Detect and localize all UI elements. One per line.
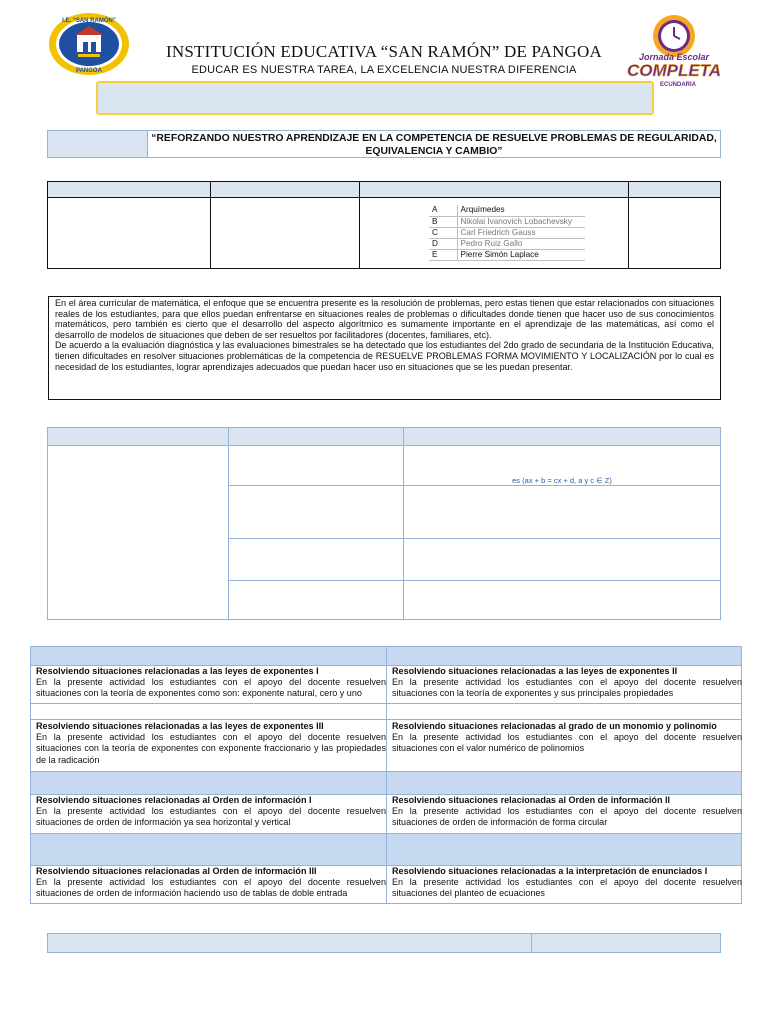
competency-row-line	[228, 485, 720, 486]
session-cell	[392, 666, 742, 700]
institution-motto: EDUCAR ES NUESTRA TAREA, LA EXCELENCIA NUESTRA DIFERENCIA	[191, 64, 577, 76]
session-body: En la presente actividad los estudiantes con el apoyo del docente resuelven situaciones del planteo de ecuaciones	[392, 877, 742, 899]
session-title: Resolviendo situaciones relacionadas a las leyes de exponentes II	[392, 666, 678, 676]
session-title-box	[47, 130, 721, 158]
session-cell	[392, 795, 742, 829]
header-highlight-bar	[96, 81, 654, 115]
session-cell	[36, 795, 386, 829]
session-body: En la presente actividad los estudiantes con el apoyo del docente resuelven situaciones de orden de información de forma circular	[392, 806, 742, 828]
session-cell	[36, 721, 386, 766]
session-cell	[36, 666, 386, 700]
session-cell	[392, 866, 742, 900]
competency-row-line	[228, 580, 720, 581]
option-row	[429, 216, 585, 227]
option-row	[429, 205, 585, 216]
session-cell	[392, 721, 742, 755]
competency-table-header	[48, 428, 720, 446]
crest-ring-text: I.E. “SAN RAMÓN”	[62, 18, 116, 24]
option-name: Arquímedes	[457, 205, 585, 216]
logo-line3-text: ECUNDARIA	[660, 82, 696, 88]
option-row	[429, 238, 585, 249]
footer-bar	[47, 933, 721, 953]
session-cell	[36, 866, 386, 900]
option-letter: C	[429, 227, 457, 238]
footer-divider	[531, 934, 532, 952]
option-letter: B	[429, 216, 457, 227]
option-name: Carl Friedrich Gauss	[457, 227, 585, 238]
session-title-text: “REFORZANDO NUESTRO APRENDIZAJE EN LA COMPETENCIA DE RESUELVE PROBLEMAS DE REGULARIDAD, EQUIVALENCIA Y CAMBIO”	[151, 133, 717, 157]
logo-line1-text: Jornada Escolar	[638, 52, 710, 62]
sessions-row-line	[31, 719, 741, 720]
competency-table	[47, 427, 721, 620]
session-body: En la presente actividad los estudiantes con el apoyo del docente resuelven situaciones con la teoría de exponentes y sus principales propiedades	[392, 677, 742, 699]
crest-bottom-text: PANGOA	[76, 68, 102, 74]
info-table-divider	[628, 182, 629, 268]
competency-row-line	[228, 538, 720, 539]
info-table	[47, 181, 721, 269]
session-title: Resolviendo situaciones relacionadas al Orden de información III	[36, 866, 317, 876]
session-title: Resolviendo situaciones relacionadas a la interpretación de enunciados I	[392, 866, 708, 876]
session-title: Resolviendo situaciones relacionadas al Orden de información I	[36, 795, 312, 805]
session-title: Resolviendo situaciones relacionadas al grado de un monomio y polinomio	[392, 721, 717, 731]
answer-options-table	[429, 205, 585, 261]
session-body: En la presente actividad los estudiantes con el apoyo del docente resuelven situaciones de orden de información haciendo uso de tablas de doble entrada	[36, 877, 386, 899]
sessions-row-line	[31, 703, 741, 704]
situation-description	[48, 296, 721, 400]
sessions-row-line	[31, 833, 741, 834]
description-paragraph: En el área curricular de matemática, el enfoque que se encuentra presente es la resolución de problemas, pero estas tienen que estar relacionados con situaciones reales de los estudiantes, para que ellos puedan enfrentarse en situaciones reales de problemas o dificultades donde tienen que hacer uso de sus conocimientos matemáticos, pero también es cierto que el desarrollo del aspecto algorítmico es sumamente importante en el aprendizaje de las matemáticas, así como el desarrollo de modelos de situaciones que deben de ser resueltos por facilitadores (docentes, familiares, etc).	[55, 298, 714, 340]
option-name: Nikolai Ivanovich Lobachevsky	[457, 216, 585, 227]
option-name: Pedro Ruiz Gallo	[457, 238, 585, 249]
session-body: En la presente actividad los estudiantes con el apoyo del docente resuelven situaciones con la teoría de exponentes con exponente fraccionario y las propiedades de la radicación	[36, 732, 386, 765]
school-crest-logo	[48, 12, 130, 76]
competency-table-divider	[403, 428, 404, 619]
session-body: En la presente actividad los estudiantes con el apoyo del docente resuelven situaciones de orden de información ya sea horizontal y vertical	[36, 806, 386, 828]
session-title: Resolviendo situaciones relacionadas a las leyes de exponentes I	[36, 666, 319, 676]
equation-formula: es (ax + b = cx + d, a y c ∈ Z)	[512, 476, 612, 485]
sessions-grid	[30, 646, 742, 904]
session-title: Resolviendo situaciones relacionadas a las leyes de exponentes III	[36, 721, 324, 731]
institution-title: INSTITUCIÓN EDUCATIVA “SAN RAMÓN” DE PANGOA	[166, 42, 602, 61]
option-row	[429, 249, 585, 260]
title-label-cell	[48, 131, 148, 157]
sessions-row-line	[31, 771, 741, 772]
option-letter: A	[429, 205, 457, 216]
session-body: En la presente actividad los estudiantes con el apoyo del docente resuelven situaciones con la teoría de exponentes como son: exponente natural, cero y uno	[36, 677, 386, 699]
competency-table-divider	[228, 428, 229, 619]
info-table-header	[48, 182, 720, 198]
option-letter: D	[429, 238, 457, 249]
logo-line2-text: COMPLETA	[626, 61, 722, 80]
jornada-escolar-completa-logo	[618, 14, 730, 90]
option-letter: E	[429, 249, 457, 260]
option-name: Pierre Simón Laplace	[457, 249, 585, 260]
description-paragraph: De acuerdo a la evaluación diagnóstica y las evaluaciones bimestrales se ha detectado que los estudiantes del 2do grado de secundaria de la Institución Educativa, tienen dificultades en resolver situaciones problemáticas de la competencia de RESUELVE PROBLEMAS FORMA MOVIMIENTO Y LOCALIZACIÓN por lo cual es necesidad de los estudiantes, lograr aprendizajes adecuados que puedan hacer uso en situaciones que se les puedan presentar.	[55, 340, 714, 372]
info-table-divider	[359, 182, 360, 268]
info-table-divider	[210, 182, 211, 268]
option-row	[429, 227, 585, 238]
session-title: Resolviendo situaciones relacionadas al Orden de información II	[392, 795, 671, 805]
session-body: En la presente actividad los estudiantes con el apoyo del docente resuelven situaciones con el valor numérico de polinomios	[392, 732, 742, 754]
